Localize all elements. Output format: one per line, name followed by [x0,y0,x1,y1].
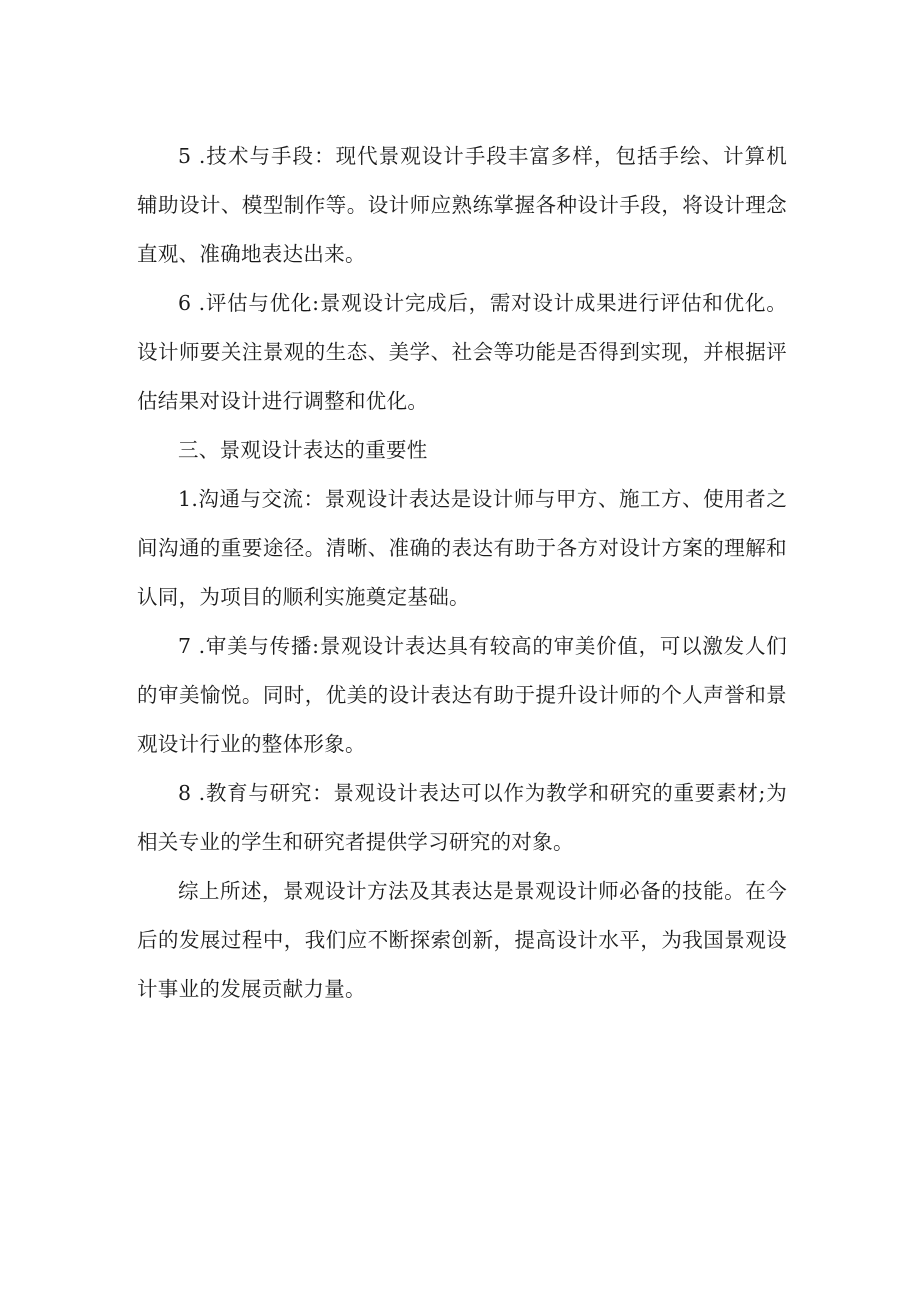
paragraph-aesthetics: 7 .审美与传播:景观设计表达具有较高的审美价值，可以激发人们的审美愉悦。同时，优美的设计表达有助于提升设计师的个人声誉和景观设计行业的整体形象。 [137,634,787,756]
paragraph-tech-means: 5 .技术与手段：现代景观设计手段丰富多样，包括手绘、计算机辅助设计、模型制作等。设计师应熟练掌握各种设计手段，将设计理念直观、准确地表达出来。 [137,144,787,266]
paragraph-conclusion: 综上所述，景观设计方法及其表达是景观设计师必备的技能。在今后的发展过程中，我们应不断探索创新，提高设计水平，为我国景观设计事业的发展贡献力量。 [137,879,787,1001]
document-body [137,132,787,1014]
section-heading: 三、景观设计表达的重要性 [178,438,428,462]
paragraph-education: 8 .教育与研究：景观设计表达可以作为教学和研究的重要素材;为相关专业的学生和研究者提供学习研究的对象。 [137,781,787,854]
paragraph-evaluation: 6 .评估与优化:景观设计完成后，需对设计成果进行评估和优化。设计师要关注景观的生态、美学、社会等功能是否得到实现，并根据评估结果对设计进行调整和优化。 [137,291,787,413]
paragraph-communication: 1.沟通与交流：景观设计表达是设计师与甲方、施工方、使用者之间沟通的重要途径。清晰、准确的表达有助于各方对设计方案的理解和认同，为项目的顺利实施奠定基础。 [137,487,787,609]
